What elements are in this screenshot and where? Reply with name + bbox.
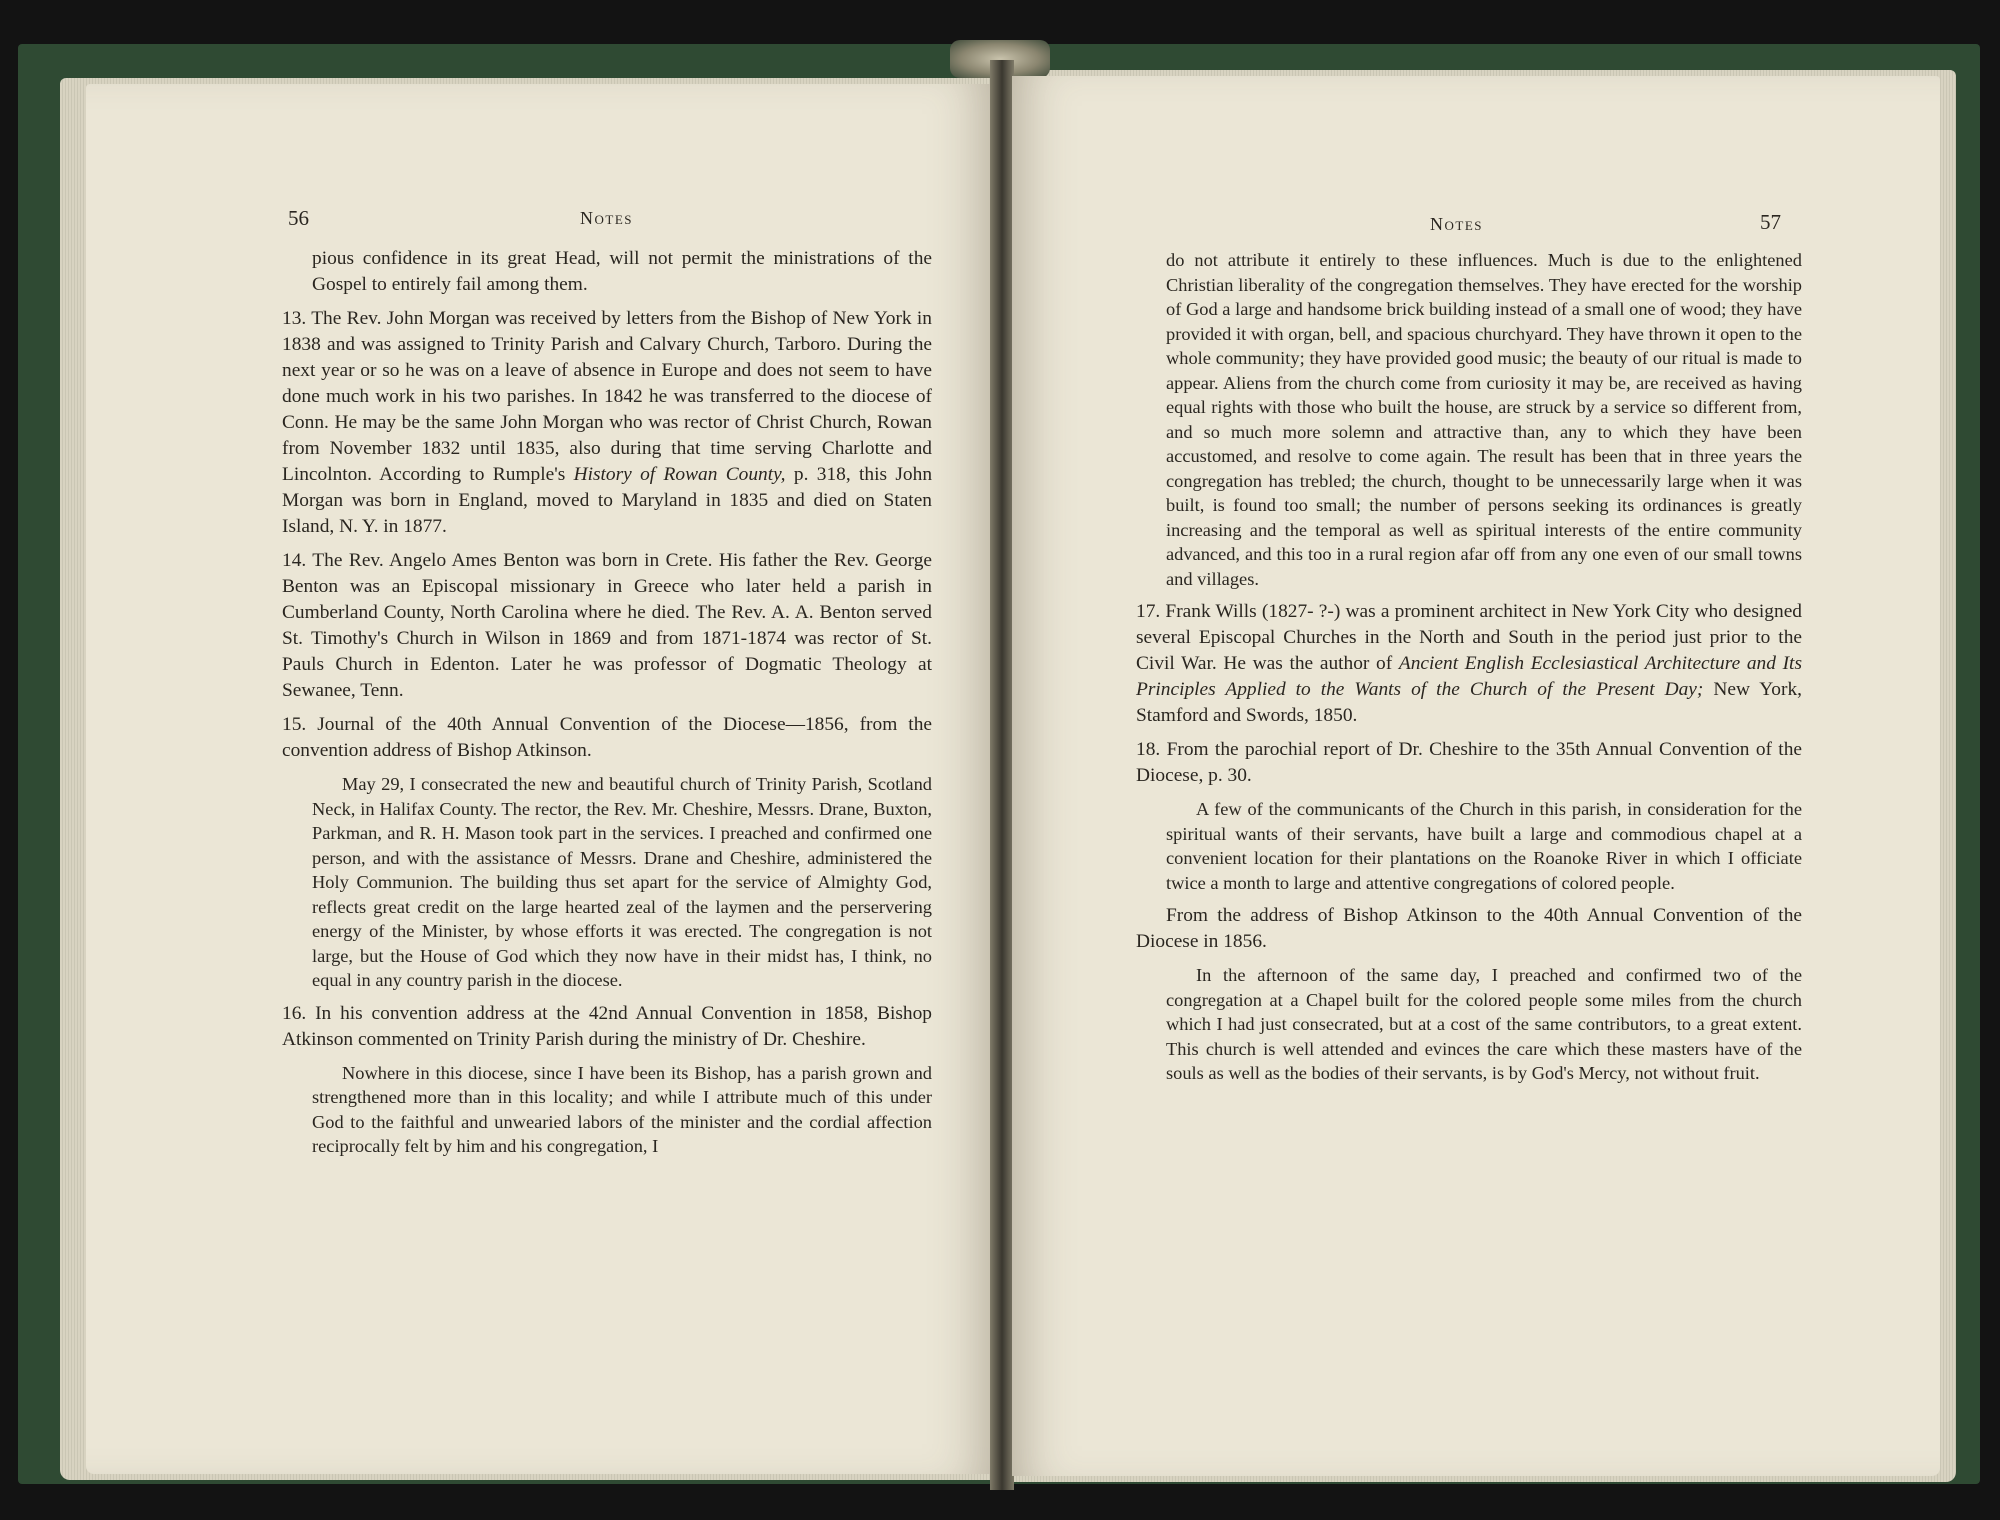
atkinson-address-intro: From the address of Bishop Atkinson to the 40th Annual Convention of the Diocese in 1856.	[1136, 905, 1802, 952]
note-15: 15. Journal of the 40th Annual Convention of the Diocese—1856, from the convention address of Bishop Atkinson.	[282, 714, 932, 761]
note-16: 16. In his convention address at the 42nd Annual Convention in 1858, Bishop Atkinson commented on Trinity Parish during the ministry of Dr. Cheshire.	[282, 1002, 932, 1050]
right-page-number: 57	[1760, 210, 1781, 234]
note-17-book-title: Ancient English Ecclesiastical Architecture and Its Principles Applied to the Wants of the Church of the Present Day;	[1136, 653, 1802, 700]
left-running-head: Notes	[580, 208, 633, 228]
left-page	[86, 84, 992, 1474]
right-running-head: Notes	[1430, 214, 1483, 234]
right-page	[1012, 76, 1940, 1476]
note-14: 14. The Rev. Angelo Ames Benton was born in Crete. His father the Rev. George Benton was an Episcopal missionary in Greece who later held a parish in Cumberland County, North Carolina where he died. The Rev. A. A. Benton served St. Timothy's Church in Wilson in 1869 and from 1871-1874 was rector of St. Pauls Church in Edenton. Later he was professor of Dogmatic Theology at Sewanee, Tenn.	[282, 550, 932, 701]
left-text-block	[282, 246, 932, 1167]
note-17-tail: New York, Stamford and Swords, 1850.	[1136, 679, 1802, 726]
note-16-quote-continued: do not attribute it entirely to these influences. Much is due to the enlightened Christian liberality of the congregation themselves. They have erected for the worship of God a large and handsome brick building instead of a small one of wood; they have provided it with organ, bell, and spacious churchyard. They have thrown it open to the whole community; they have provided good music; the beauty of our ritual is made to appear. Aliens from the church come from curiosity it may be, are received as having equal rights with those who built the house, are struck by a service so different from, and so much more solemn and attractive than, any to which they have been accustomed, and resolve to come again. The result has been that in three years the congregation has trebled; the church, thought to be unnecessarily large when it was built, is found too small; the number of persons seeking its ordinances is greatly increasing and the temporal as well as spiritual interests of the entire community advanced, and this too in a rural region afar off from any one even of our small towns and villages.	[1166, 250, 1802, 589]
note-17	[1136, 599, 1802, 729]
left-page-number: 56	[288, 206, 309, 230]
continuation-paragraph: pious confidence in its great Head, will not permit the ministrations of the Gospel to entirely fail among them.	[312, 248, 932, 295]
right-text-block	[1136, 248, 1802, 1094]
note-18-quote: A few of the communicants of the Church in this parish, in consideration for the spiritual wants of their servants, have built a large and commodious chapel at a convenient location for their plantations on the Roanoke River in which I officiate twice a month to large and attentive congregations of colored people.	[1166, 799, 1802, 893]
atkinson-address-quote: In the afternoon of the same day, I preached and confirmed two of the congregation at a Chapel built for the colored people some miles from the church which I had just consecrated, but at a cost of the same contributors, to a great extent. This church is well attended and evinces the care which these masters have of the souls as well as the bodies of their servants, is by God's Mercy, not without fruit.	[1166, 965, 1802, 1083]
note-15-quote: May 29, I consecrated the new and beautiful church of Trinity Parish, Scotland Neck, in Halifax County. The rector, the Rev. Mr. Cheshire, Messrs. Drane, Buxton, Parkman, and R. H. Mason took part in the services. I preached and confirmed one person, and with the assistance of Messrs. Drane and Cheshire, administered the Holy Communion. The building thus set apart for the service of Almighty God, reflects great credit on the large hearted zeal of the laymen and the perservering energy of the Minister, by whose efforts it was erected. The congregation is not large, but the House of God which they now have in their midst has, I think, no equal in any country parish in the diocese.	[312, 774, 932, 990]
note-13-book-title: History of Rowan County,	[573, 464, 786, 485]
note-13-text: 13. The Rev. John Morgan was received by letters from the Bishop of New York in 1838 and was assigned to Trinity Parish and Calvary Church, Tarboro. During the next year or so he was on a leave of absence in Europe and does not seem to have done much work in his two parishes. In 1842 he was transferred to the diocese of Conn. He may be the same John Morgan who was rector of Christ Church, Rowan from November 1832 until 1835, also during that time serving Charlotte and Lincolnton. According to Rumple's	[282, 308, 932, 485]
book-gutter	[990, 60, 1014, 1490]
note-16-quote: Nowhere in this diocese, since I have been its Bishop, has a parish grown and strengthened more than in this locality; and while I attribute much of this under God to the faithful and unwearied labors of the minister and the cordial affection reciprocally felt by him and his congregation, I	[312, 1062, 932, 1156]
note-17-text: 17. Frank Wills (1827- ?-) was a prominent architect in New York City who designed several Episcopal Churches in the North and South in the period just prior to the Civil War. He was the author of	[1136, 601, 1802, 674]
note-13-tail: p. 318, this John Morgan was born in England, moved to Maryland in 1835 and died on Staten Island, N. Y. in 1877.	[282, 464, 933, 537]
note-18: 18. From the parochial report of Dr. Cheshire to the 35th Annual Convention of the Diocese, p. 30.	[1136, 739, 1802, 786]
note-13	[282, 306, 932, 540]
